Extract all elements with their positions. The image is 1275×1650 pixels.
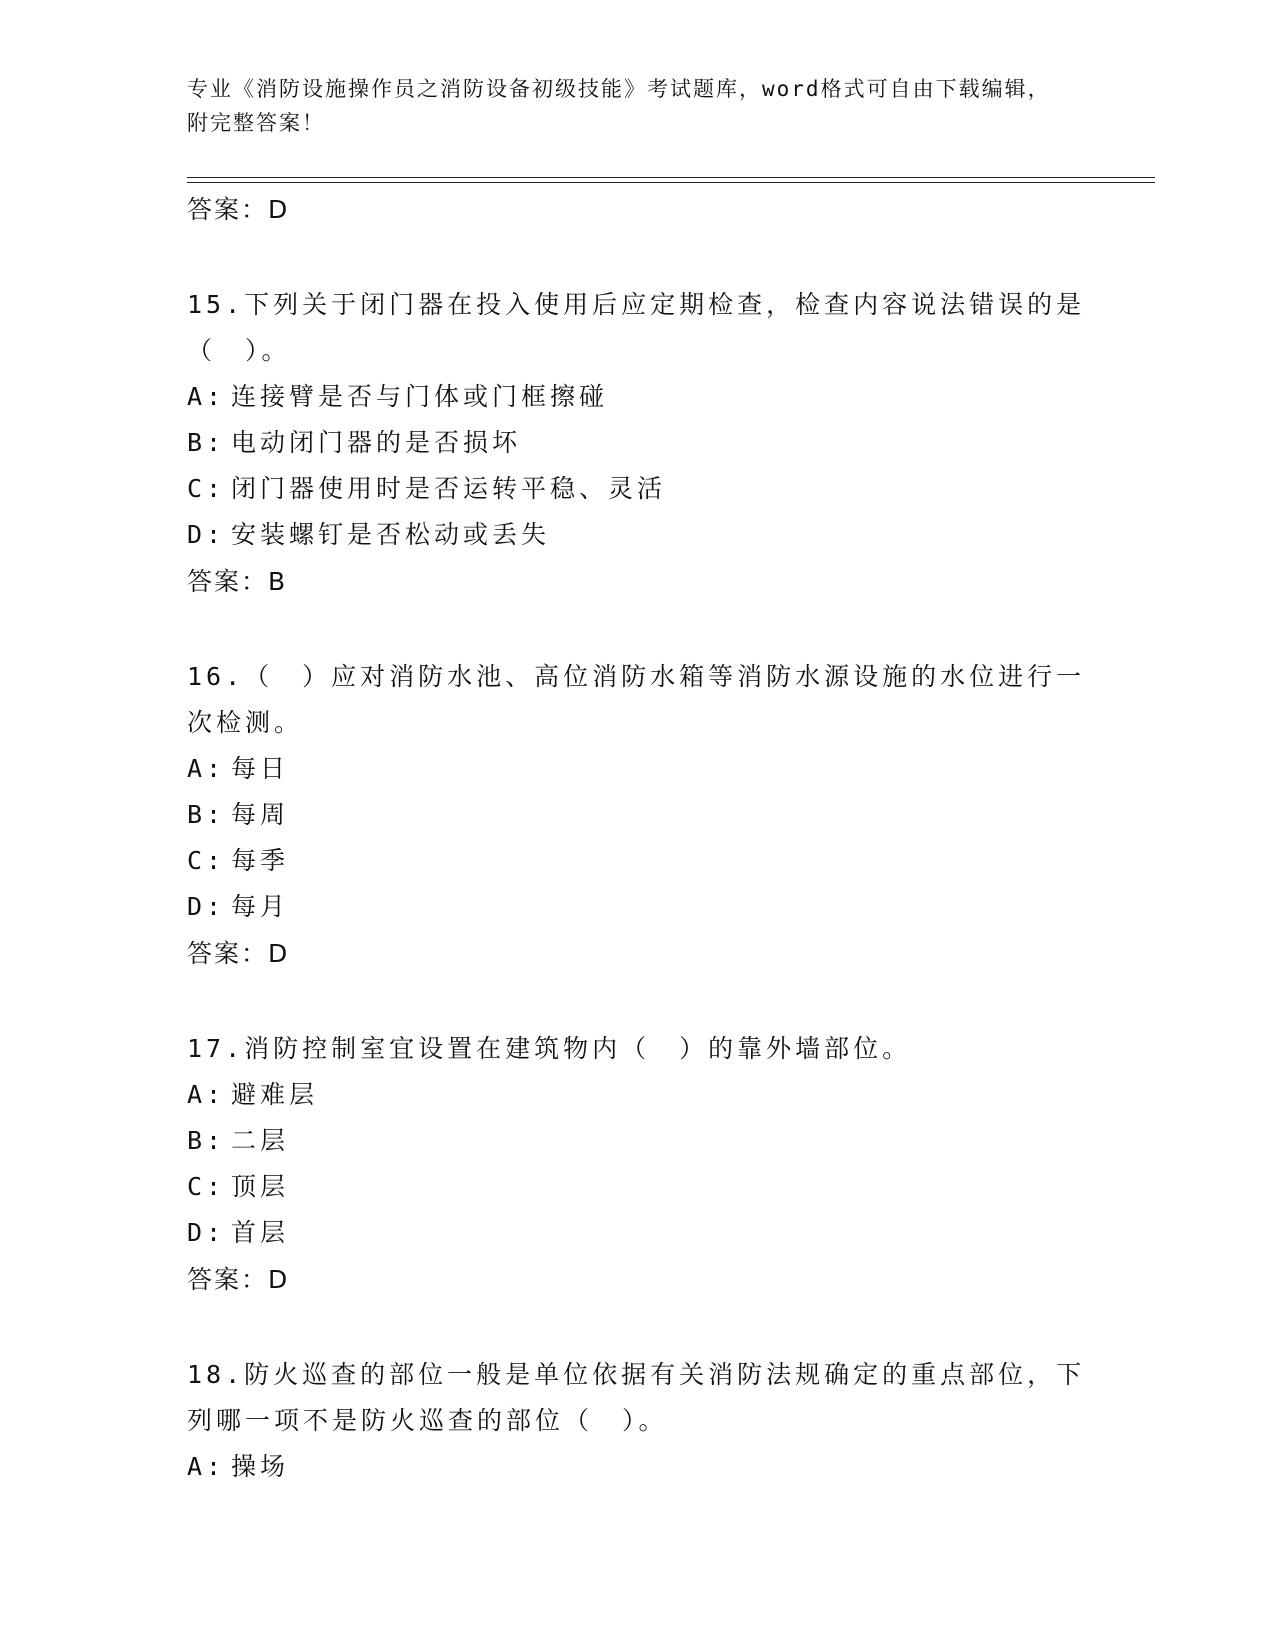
option-letter: D: [187,1218,226,1247]
option-text: 二层 [231,1126,290,1155]
header-rule-top [187,177,1155,178]
option-letter: C: [187,1172,226,1201]
option-d [187,884,1087,930]
answer-line: 答案：D [187,1265,290,1294]
option-letter: D: [187,892,226,921]
question-list [187,186,1087,1490]
option-b [187,420,1087,466]
option-text: 每月 [231,892,290,921]
option-letter: C: [187,846,226,875]
option-c [187,838,1087,884]
option-c [187,1164,1087,1210]
question-17 [187,1026,1087,1304]
document-header: 专业《消防设施操作员之消防设备初级技能》考试题库，word格式可自由下载编辑，附完整答案！ [187,77,1051,135]
option-text: 顶层 [231,1172,290,1201]
option-letter: A: [187,1452,226,1481]
header-rule-bottom [187,182,1155,183]
option-b [187,792,1087,838]
option-letter: C: [187,474,226,503]
option-b [187,1118,1087,1164]
option-letter: B: [187,1126,226,1155]
option-letter: B: [187,428,226,457]
option-letter: B: [187,800,226,829]
option-text: 避难层 [231,1080,319,1109]
answer-line: 答案：B [187,567,288,596]
option-letter: A: [187,1080,226,1109]
option-d [187,512,1087,558]
option-text: 连接臂是否与门体或门框擦碰 [231,382,609,411]
option-d [187,1210,1087,1256]
option-a [187,1444,1087,1490]
option-letter: A: [187,754,226,783]
question-stem: 16.（ ）应对消防水池、高位消防水箱等消防水源设施的水位进行一次检测。 [187,662,1086,737]
question-stem: 15.下列关于闭门器在投入使用后应定期检查，检查内容说法错误的是（ ）。 [187,290,1086,365]
option-text: 首层 [231,1218,290,1247]
question-stem: 17.消防控制室宜设置在建筑物内（ ）的靠外墙部位。 [187,1034,912,1063]
question-18 [187,1352,1087,1490]
option-text: 每日 [231,754,290,783]
question-15 [187,282,1087,606]
option-text: 安装螺钉是否松动或丢失 [231,520,551,549]
answer-line: 答案：D [187,939,290,968]
option-letter: A: [187,382,226,411]
option-c [187,466,1087,512]
question-16 [187,654,1087,978]
option-a [187,746,1087,792]
option-text: 操场 [231,1452,290,1481]
option-letter: D: [187,520,226,549]
option-text: 闭门器使用时是否运转平稳、灵活 [231,474,667,503]
option-a [187,1072,1087,1118]
option-text: 电动闭门器的是否损坏 [231,428,522,457]
question-stem: 18.防火巡查的部位一般是单位依据有关消防法规确定的重点部位，下列哪一项不是防火巡查的部位（ ）。 [187,1360,1086,1435]
answer-line: 答案：D [187,195,290,224]
option-a [187,374,1087,420]
option-text: 每季 [231,846,290,875]
option-text: 每周 [231,800,290,829]
